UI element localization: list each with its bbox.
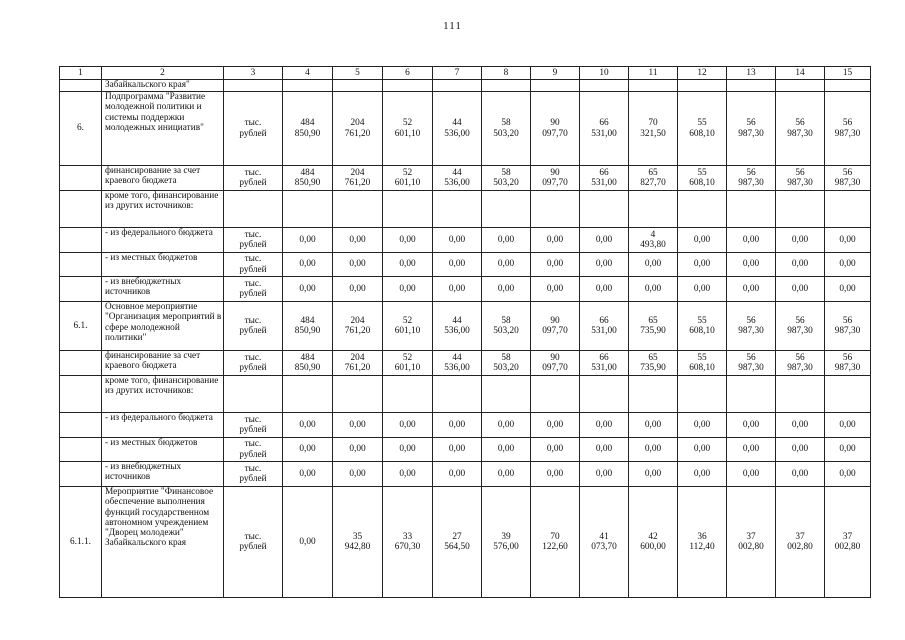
value-cell: 44 536,00 (433, 351, 482, 376)
value-cell (776, 80, 825, 92)
unit-cell: тыс. рублей (224, 302, 283, 351)
value-cell: 56 987,30 (727, 166, 776, 191)
value-cell: 0,00 (825, 277, 871, 302)
value-cell: 0,00 (776, 438, 825, 462)
table-row (60, 351, 871, 376)
value-cell (678, 80, 727, 92)
row-number-cell (60, 253, 102, 277)
unit-cell (224, 191, 283, 228)
header-cell: 1 (60, 67, 102, 80)
value-cell: 0,00 (383, 277, 433, 302)
value-cell: 0,00 (283, 228, 333, 253)
value-cell: 0,00 (433, 228, 482, 253)
value-cell: 0,00 (678, 277, 727, 302)
unit-cell: тыс. рублей (224, 92, 283, 166)
value-cell (283, 80, 333, 92)
table-body (60, 67, 871, 598)
value-cell: 37 002,80 (727, 487, 776, 598)
value-cell: 0,00 (283, 413, 333, 438)
value-cell: 37 002,80 (825, 487, 871, 598)
header-cell: 4 (283, 67, 333, 80)
table-row (60, 462, 871, 487)
value-cell: 0,00 (433, 253, 482, 277)
value-cell: 0,00 (727, 228, 776, 253)
header-cell: 11 (629, 67, 678, 80)
row-number-cell (60, 191, 102, 228)
value-cell: 0,00 (433, 462, 482, 487)
row-name-cell: Подпрограмма "Развитие молодежной политики и системы поддержки молодежных инициатив" (102, 92, 224, 166)
value-cell: 0,00 (482, 253, 531, 277)
value-cell (727, 80, 776, 92)
value-cell: 0,00 (433, 277, 482, 302)
value-cell (727, 191, 776, 228)
unit-cell: тыс. рублей (224, 253, 283, 277)
unit-cell: тыс. рублей (224, 487, 283, 598)
row-number-cell (60, 462, 102, 487)
value-cell (482, 376, 531, 413)
value-cell: 204 761,20 (333, 92, 383, 166)
value-cell (727, 376, 776, 413)
value-cell: 42 600,00 (629, 487, 678, 598)
table-row (60, 191, 871, 228)
value-cell: 0,00 (678, 253, 727, 277)
unit-cell: тыс. рублей (224, 462, 283, 487)
value-cell: 0,00 (333, 438, 383, 462)
value-cell (433, 191, 482, 228)
row-number-cell: 6. (60, 92, 102, 166)
value-cell: 56 987,30 (727, 302, 776, 351)
value-cell: 0,00 (433, 438, 482, 462)
unit-cell: тыс. рублей (224, 413, 283, 438)
header-cell: 9 (531, 67, 580, 80)
value-cell (283, 191, 333, 228)
value-cell: 0,00 (776, 413, 825, 438)
value-cell: 0,00 (383, 253, 433, 277)
row-name-cell: - из внебюджетных источников (102, 462, 224, 487)
value-cell: 0,00 (629, 253, 678, 277)
value-cell: 52 601,10 (383, 166, 433, 191)
row-name-cell: финансирование за счет краевого бюджета (102, 166, 224, 191)
value-cell: 56 987,30 (776, 351, 825, 376)
value-cell: 66 531,00 (580, 166, 629, 191)
value-cell (531, 376, 580, 413)
value-cell: 55 608,10 (678, 92, 727, 166)
value-cell: 65 735,90 (629, 351, 678, 376)
value-cell: 484 850,90 (283, 166, 333, 191)
value-cell: 0,00 (383, 438, 433, 462)
value-cell (678, 191, 727, 228)
value-cell: 0,00 (383, 462, 433, 487)
row-name-cell: - из федерального бюджета (102, 228, 224, 253)
value-cell: 0,00 (727, 413, 776, 438)
value-cell: 0,00 (678, 228, 727, 253)
value-cell: 0,00 (727, 253, 776, 277)
value-cell: 55 608,10 (678, 166, 727, 191)
value-cell: 52 601,10 (383, 351, 433, 376)
header-cell: 7 (433, 67, 482, 80)
value-cell: 52 601,10 (383, 92, 433, 166)
header-cell: 2 (102, 67, 224, 80)
value-cell: 0,00 (531, 277, 580, 302)
value-cell: 0,00 (727, 277, 776, 302)
value-cell (825, 80, 871, 92)
value-cell: 0,00 (580, 253, 629, 277)
value-cell: 90 097,70 (531, 166, 580, 191)
header-cell: 3 (224, 67, 283, 80)
value-cell: 0,00 (482, 228, 531, 253)
row-name-cell: кроме того, финансирование из других источников: (102, 191, 224, 228)
value-cell: 56 987,30 (727, 351, 776, 376)
row-number-cell (60, 80, 102, 92)
value-cell: 0,00 (629, 413, 678, 438)
value-cell: 90 097,70 (531, 92, 580, 166)
value-cell: 44 536,00 (433, 92, 482, 166)
table-row (60, 166, 871, 191)
value-cell (383, 376, 433, 413)
row-name-cell: - из местных бюджетов (102, 438, 224, 462)
value-cell: 0,00 (825, 413, 871, 438)
value-cell (580, 376, 629, 413)
row-name-cell: - из федерального бюджета (102, 413, 224, 438)
value-cell: 0,00 (727, 438, 776, 462)
header-cell: 10 (580, 67, 629, 80)
header-cell: 5 (333, 67, 383, 80)
header-cell: 12 (678, 67, 727, 80)
value-cell: 0,00 (678, 438, 727, 462)
value-cell: 70 321,50 (629, 92, 678, 166)
value-cell (333, 376, 383, 413)
value-cell: 0,00 (283, 277, 333, 302)
value-cell: 65 735,90 (629, 302, 678, 351)
value-cell (333, 191, 383, 228)
unit-cell: тыс. рублей (224, 166, 283, 191)
value-cell: 4 493,80 (629, 228, 678, 253)
value-cell: 58 503,20 (482, 92, 531, 166)
value-cell: 90 097,70 (531, 302, 580, 351)
row-number-cell (60, 228, 102, 253)
value-cell: 204 761,20 (333, 351, 383, 376)
row-name-cell: Мероприятие "Финансовое обеспечение выполнения функций государственном автономном учреждением "Дворец молодежи" Забайкальского края (102, 487, 224, 598)
value-cell: 0,00 (433, 413, 482, 438)
table-row (60, 92, 871, 166)
table-row (60, 438, 871, 462)
value-cell: 56 987,30 (825, 92, 871, 166)
value-cell: 0,00 (825, 228, 871, 253)
value-cell: 56 987,30 (825, 351, 871, 376)
row-number-cell: 6.1. (60, 302, 102, 351)
row-number-cell (60, 413, 102, 438)
page-number: 111 (443, 20, 462, 32)
value-cell: 0,00 (629, 277, 678, 302)
value-cell: 0,00 (825, 253, 871, 277)
value-cell: 0,00 (678, 413, 727, 438)
unit-cell: тыс. рублей (224, 351, 283, 376)
value-cell: 484 850,90 (283, 92, 333, 166)
header-row (60, 67, 871, 80)
value-cell: 0,00 (825, 438, 871, 462)
row-number-cell (60, 438, 102, 462)
value-cell (776, 191, 825, 228)
table-row (60, 413, 871, 438)
value-cell: 0,00 (482, 438, 531, 462)
value-cell: 0,00 (333, 253, 383, 277)
value-cell (433, 376, 482, 413)
value-cell (629, 80, 678, 92)
value-cell: 0,00 (482, 277, 531, 302)
row-number-cell (60, 166, 102, 191)
value-cell (531, 191, 580, 228)
unit-cell: тыс. рублей (224, 277, 283, 302)
value-cell: 0,00 (333, 277, 383, 302)
value-cell: 204 761,20 (333, 302, 383, 351)
value-cell: 0,00 (825, 462, 871, 487)
value-cell: 0,00 (580, 413, 629, 438)
value-cell: 0,00 (333, 228, 383, 253)
value-cell: 0,00 (629, 462, 678, 487)
table-row (60, 80, 871, 92)
value-cell: 56 987,30 (776, 166, 825, 191)
value-cell: 70 122,60 (531, 487, 580, 598)
table-row (60, 253, 871, 277)
value-cell: 0,00 (776, 253, 825, 277)
value-cell: 66 531,00 (580, 302, 629, 351)
value-cell: 39 576,00 (482, 487, 531, 598)
value-cell: 0,00 (383, 228, 433, 253)
value-cell: 484 850,90 (283, 302, 333, 351)
value-cell: 0,00 (776, 277, 825, 302)
value-cell: 0,00 (580, 277, 629, 302)
value-cell: 0,00 (283, 438, 333, 462)
value-cell: 204 761,20 (333, 166, 383, 191)
header-cell: 15 (825, 67, 871, 80)
unit-cell: тыс. рублей (224, 438, 283, 462)
value-cell: 0,00 (580, 462, 629, 487)
row-name-cell: Забайкальского края" (102, 80, 224, 92)
row-name-cell: Основное мероприятие "Организация мероприятий в сфере молодежной политики" (102, 302, 224, 351)
value-cell: 27 564,50 (433, 487, 482, 598)
value-cell: 0,00 (531, 438, 580, 462)
value-cell: 35 942,80 (333, 487, 383, 598)
row-number-cell (60, 277, 102, 302)
value-cell (383, 80, 433, 92)
value-cell: 56 987,30 (825, 166, 871, 191)
value-cell (776, 376, 825, 413)
row-number-cell: 6.1.1. (60, 487, 102, 598)
unit-cell: тыс. рублей (224, 228, 283, 253)
value-cell: 58 503,20 (482, 302, 531, 351)
header-cell: 8 (482, 67, 531, 80)
value-cell (482, 191, 531, 228)
value-cell: 65 827,70 (629, 166, 678, 191)
value-cell: 0,00 (580, 228, 629, 253)
unit-cell (224, 376, 283, 413)
value-cell (580, 80, 629, 92)
value-cell: 44 536,00 (433, 302, 482, 351)
value-cell: 55 608,10 (678, 351, 727, 376)
value-cell: 0,00 (283, 462, 333, 487)
value-cell (629, 376, 678, 413)
value-cell: 52 601,10 (383, 302, 433, 351)
value-cell (580, 191, 629, 228)
table-row (60, 277, 871, 302)
value-cell (629, 191, 678, 228)
value-cell: 0,00 (333, 462, 383, 487)
row-name-cell: - из местных бюджетов (102, 253, 224, 277)
value-cell: 0,00 (727, 462, 776, 487)
value-cell: 41 073,70 (580, 487, 629, 598)
value-cell (825, 376, 871, 413)
value-cell (433, 80, 482, 92)
table-row (60, 228, 871, 253)
value-cell: 56 987,30 (825, 302, 871, 351)
row-name-cell: финансирование за счет краевого бюджета (102, 351, 224, 376)
value-cell: 56 987,30 (776, 302, 825, 351)
row-number-cell (60, 376, 102, 413)
value-cell (531, 80, 580, 92)
value-cell: 58 503,20 (482, 351, 531, 376)
value-cell (825, 191, 871, 228)
value-cell: 0,00 (482, 413, 531, 438)
table-row (60, 302, 871, 351)
value-cell: 66 531,00 (580, 92, 629, 166)
value-cell: 44 536,00 (433, 166, 482, 191)
header-cell: 13 (727, 67, 776, 80)
value-cell: 37 002,80 (776, 487, 825, 598)
value-cell: 56 987,30 (776, 92, 825, 166)
row-name-cell: кроме того, финансирование из других источников: (102, 376, 224, 413)
value-cell: 0,00 (482, 462, 531, 487)
value-cell (482, 80, 531, 92)
value-cell: 56 987,30 (727, 92, 776, 166)
value-cell: 0,00 (283, 253, 333, 277)
value-cell: 0,00 (283, 487, 333, 598)
unit-cell (224, 80, 283, 92)
value-cell: 0,00 (531, 228, 580, 253)
value-cell: 484 850,90 (283, 351, 333, 376)
value-cell: 0,00 (629, 438, 678, 462)
table-row (60, 376, 871, 413)
value-cell: 0,00 (333, 413, 383, 438)
table-row (60, 487, 871, 598)
value-cell: 55 608,10 (678, 302, 727, 351)
row-number-cell (60, 351, 102, 376)
value-cell: 0,00 (531, 413, 580, 438)
row-name-cell: - из внебюджетных источников (102, 277, 224, 302)
value-cell: 0,00 (383, 413, 433, 438)
value-cell: 33 670,30 (383, 487, 433, 598)
value-cell: 0,00 (531, 462, 580, 487)
value-cell: 0,00 (776, 228, 825, 253)
budget-table (59, 66, 871, 598)
value-cell: 0,00 (580, 438, 629, 462)
value-cell (383, 191, 433, 228)
value-cell (678, 376, 727, 413)
header-cell: 14 (776, 67, 825, 80)
header-cell: 6 (383, 67, 433, 80)
value-cell: 36 112,40 (678, 487, 727, 598)
value-cell (333, 80, 383, 92)
value-cell (283, 376, 333, 413)
value-cell: 0,00 (678, 462, 727, 487)
value-cell: 66 531,00 (580, 351, 629, 376)
value-cell: 58 503,20 (482, 166, 531, 191)
value-cell: 90 097,70 (531, 351, 580, 376)
value-cell: 0,00 (776, 462, 825, 487)
value-cell: 0,00 (531, 253, 580, 277)
